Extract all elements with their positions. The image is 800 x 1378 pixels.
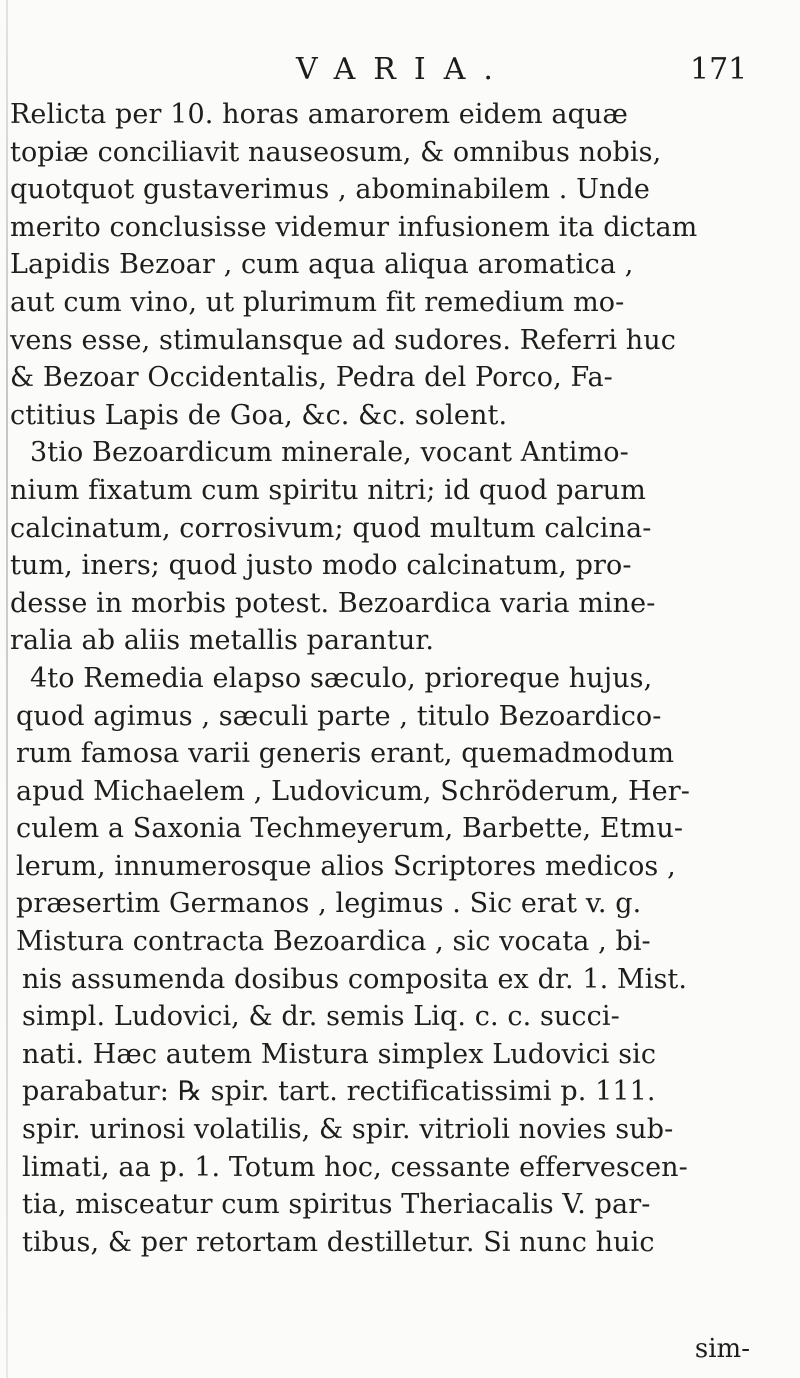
text-line: desse in morbis potest. Bezoardica varia mine- [10, 587, 656, 619]
text-line: tibus, & per retortam destilletur. Si nunc huic [22, 1226, 655, 1258]
text-line: tia, misceatur cum spiritus Theriacalis V. par- [22, 1189, 651, 1221]
text-line: rum famosa varii generis erant, quemadmodum [16, 738, 675, 770]
text-line: Mistura contracta Bezoardica , sic vocata , bi- [16, 926, 651, 958]
text-line: limati, aa p. 1. Totum hoc, cessante effervescen- [22, 1151, 688, 1183]
text-line: nati. Hæc autem Mistura simplex Ludovici sic [22, 1038, 657, 1070]
text-line: 3tio Bezoardicum minerale, vocant Antimo- [30, 437, 629, 469]
text-line: merito conclusisse videmur infusionem ita dictam [10, 211, 698, 243]
text-line: Relicta per 10. horas amarorem eidem aquæ [10, 99, 628, 130]
text-line: ralia ab aliis metallis parantur. [10, 625, 435, 657]
text-line: tum, iners; quod justo modo calcinatum, pro- [10, 550, 632, 582]
text-line: ctitius Lapis de Goa, &c. &c. solent. [10, 399, 508, 431]
text-line: nium fixatum cum spiritu nitri; id quod parum [10, 474, 646, 506]
text-line: quod agimus , sæculi parte , titulo Bezoardico- [16, 700, 662, 732]
text-line: parabatur: ℞ spir. tart. rectificatissimi p. 111. [22, 1076, 656, 1108]
text-line: lerum, innumerosque alios Scriptores medicos , [16, 850, 676, 882]
text-line: aut cum vino, ut plurimum fit remedium mo- [10, 286, 625, 318]
text-line: calcinatum, corrosivum; quod multum calcina- [10, 512, 652, 544]
text-line: & Bezoar Occidentalis, Pedra del Porco, Fa- [10, 362, 613, 394]
page-number: 171 [690, 52, 748, 87]
text-line: culem a Saxonia Techmeyerum, Barbette, Etmu- [16, 813, 684, 845]
text-line: vens esse, stimulansque ad sudores. Referri huc [10, 324, 677, 356]
running-title: VARIA. [296, 52, 511, 87]
text-line: præsertim Germanos , legimus . Sic erat v. g. [16, 888, 642, 920]
text-line: simpl. Ludovici, & dr. semis Liq. c. c. succi- [22, 1001, 620, 1033]
text-line: 4to Remedia elapso sæculo, prioreque hujus, [30, 662, 653, 694]
text-line: quotquot gustaverimus , abominabilem . Unde [10, 174, 650, 206]
text-line: nis assumenda dosibus composita ex dr. 1. Mist. [22, 963, 688, 995]
page-header [0, 52, 800, 102]
text-line: Lapidis Bezoar , cum aqua aliqua aromatica , [10, 249, 634, 281]
body-text [0, 96, 800, 1261]
text-line: topiæ conciliavit nauseosum, & omnibus nobis, [10, 136, 662, 168]
catchword: sim- [694, 1334, 750, 1364]
text-line: apud Michaelem , Ludovicum, Schröderum, Her- [16, 775, 690, 807]
text-line: spir. urinosi volatilis, & spir. vitrioli novies sub- [22, 1114, 674, 1146]
